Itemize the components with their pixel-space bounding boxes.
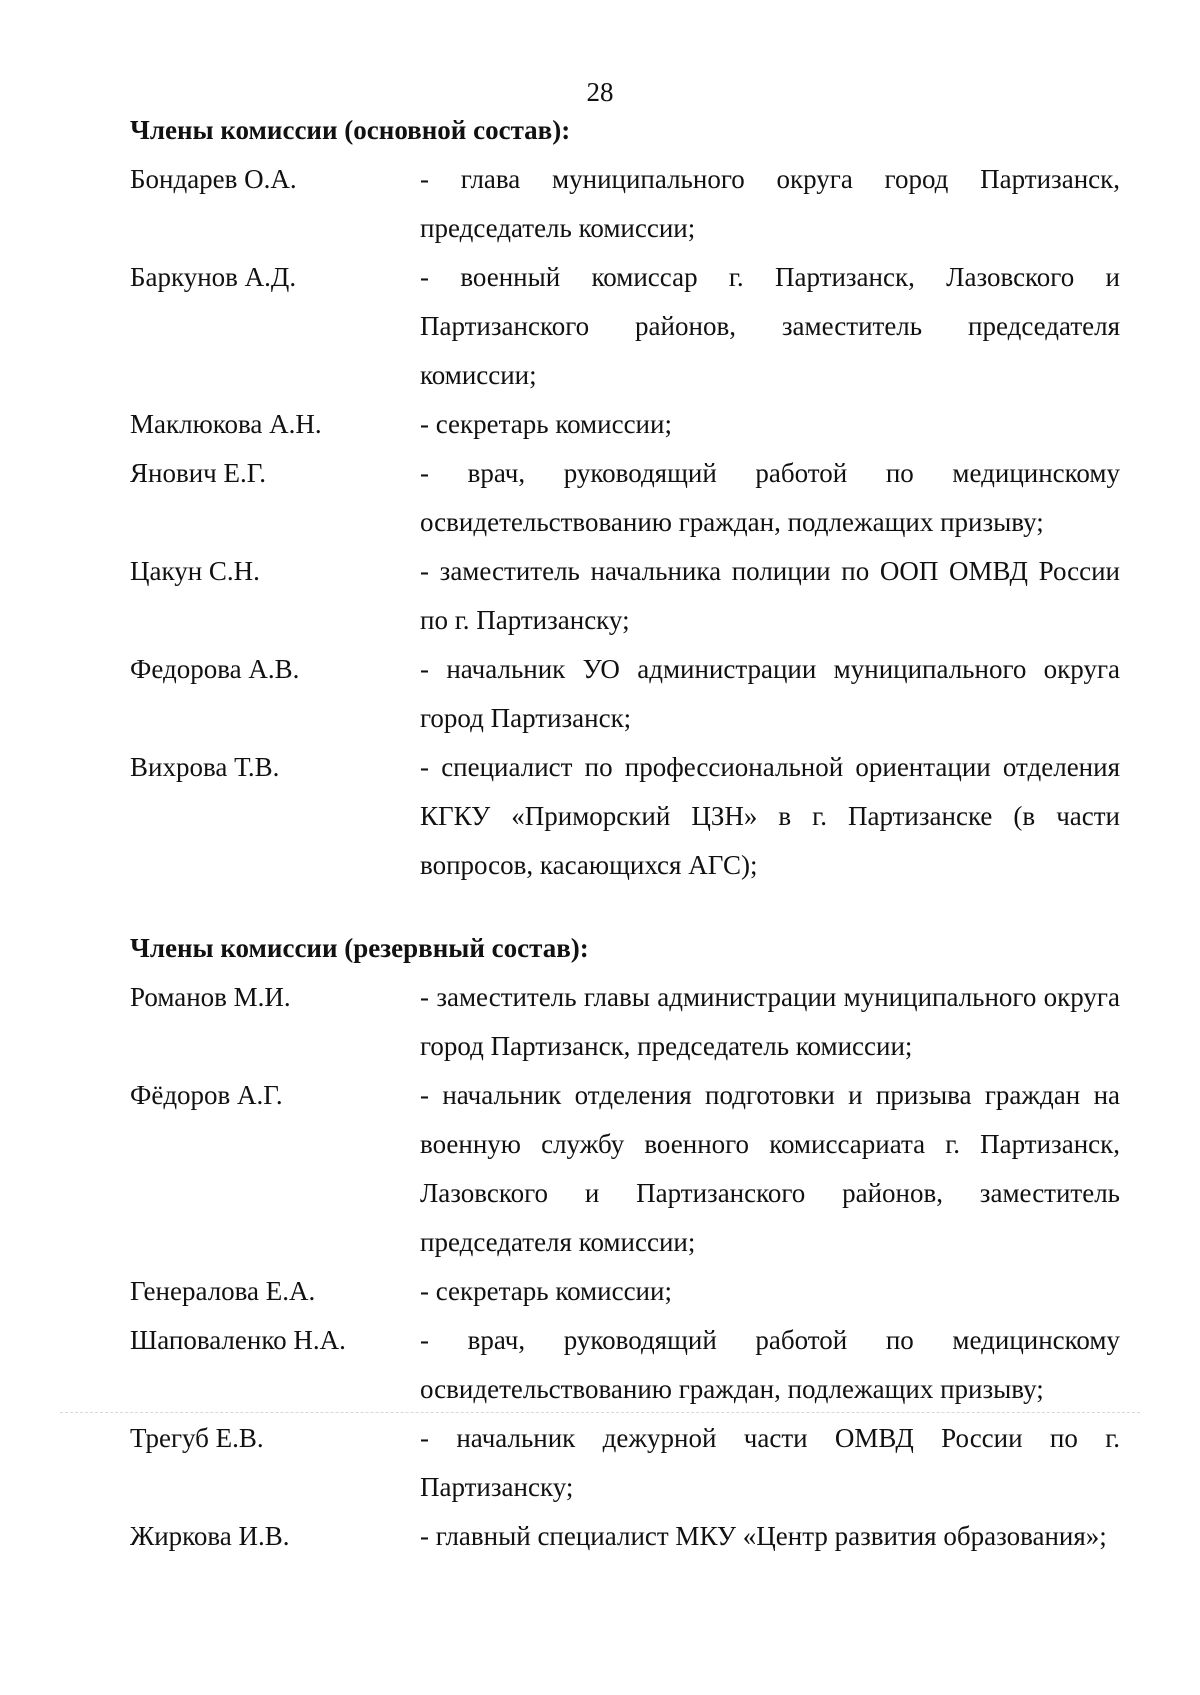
- member-row: [130, 400, 1120, 449]
- member-name: Маклюкова А.Н.: [130, 409, 322, 439]
- member-name: Жиркова И.В.: [130, 1521, 290, 1551]
- member-role: - заместитель главы администрации муниципального округа город Партизанск, председатель комиссии;: [420, 982, 1120, 1061]
- member-role: - врач, руководящий работой по медицинскому освидетельствованию граждан, подлежащих призыву;: [420, 1325, 1120, 1404]
- main-section-heading: Члены комиссии (основной состав):: [130, 115, 571, 145]
- member-name: Бондарев О.А.: [130, 164, 297, 194]
- member-row: [130, 1071, 1120, 1267]
- member-name: Фёдоров А.Г.: [130, 1080, 283, 1110]
- reserve-members-section: [130, 932, 1120, 1561]
- member-role: - секретарь комиссии;: [420, 409, 672, 439]
- member-role: - врач, руководящий работой по медицинскому освидетельствованию граждан, подлежащих призыву;: [420, 458, 1120, 537]
- member-role: - начальник отделения подготовки и призыва граждан на военную службу военного комиссариата г. Партизанск, Лазовского и Партизанского районов, заместитель председателя комиссии;: [420, 1080, 1120, 1257]
- member-row: [130, 973, 1120, 1071]
- member-name: Янович Е.Г.: [130, 458, 267, 488]
- member-row: [130, 645, 1120, 743]
- member-name: Баркунов А.Д.: [130, 262, 297, 292]
- member-role: - специалист по профессиональной ориентации отделения КГКУ «Приморский ЦЗН» в г. Партизанске (в части вопросов, касающихся АГС);: [420, 752, 1120, 880]
- main-members-section: [130, 114, 1120, 890]
- reserve-section-heading: Члены комиссии (резервный состав):: [130, 933, 589, 963]
- scan-artifact-line: [60, 1412, 1140, 1413]
- member-name: Вихрова Т.В.: [130, 752, 280, 782]
- member-role: - секретарь комиссии;: [420, 1276, 672, 1306]
- member-row: [130, 743, 1120, 890]
- member-name: Генералова Е.А.: [130, 1276, 316, 1306]
- member-row: [130, 253, 1120, 400]
- member-role: - заместитель начальника полиции по ООП ОМВД России по г. Партизанску;: [420, 556, 1120, 635]
- member-name: Шаповаленко Н.А.: [130, 1325, 346, 1355]
- member-name: Романов М.И.: [130, 982, 291, 1012]
- member-role: - главный специалист МКУ «Центр развития образования»;: [420, 1521, 1107, 1551]
- member-role: - военный комиссар г. Партизанск, Лазовского и Партизанского районов, заместитель председателя комиссии;: [420, 262, 1120, 390]
- member-row: [130, 547, 1120, 645]
- member-row: [130, 1414, 1120, 1512]
- reserve-members-list: [130, 973, 1120, 1561]
- member-role: - глава муниципального округа город Партизанск, председатель комиссии;: [420, 164, 1120, 243]
- member-name: Трегуб Е.В.: [130, 1423, 264, 1453]
- member-row: [130, 1316, 1120, 1414]
- member-row: [130, 1267, 1120, 1316]
- member-role: - начальник дежурной части ОМВД России по г. Партизанску;: [420, 1423, 1120, 1502]
- member-role: - начальник УО администрации муниципального округа город Партизанск;: [420, 654, 1120, 733]
- main-members-list: [130, 155, 1120, 890]
- member-row: [130, 1512, 1120, 1561]
- member-name: Федорова А.В.: [130, 654, 300, 684]
- member-row: [130, 449, 1120, 547]
- page-number: 28: [586, 77, 614, 107]
- member-row: [130, 155, 1120, 253]
- member-name: Цакун С.Н.: [130, 556, 260, 586]
